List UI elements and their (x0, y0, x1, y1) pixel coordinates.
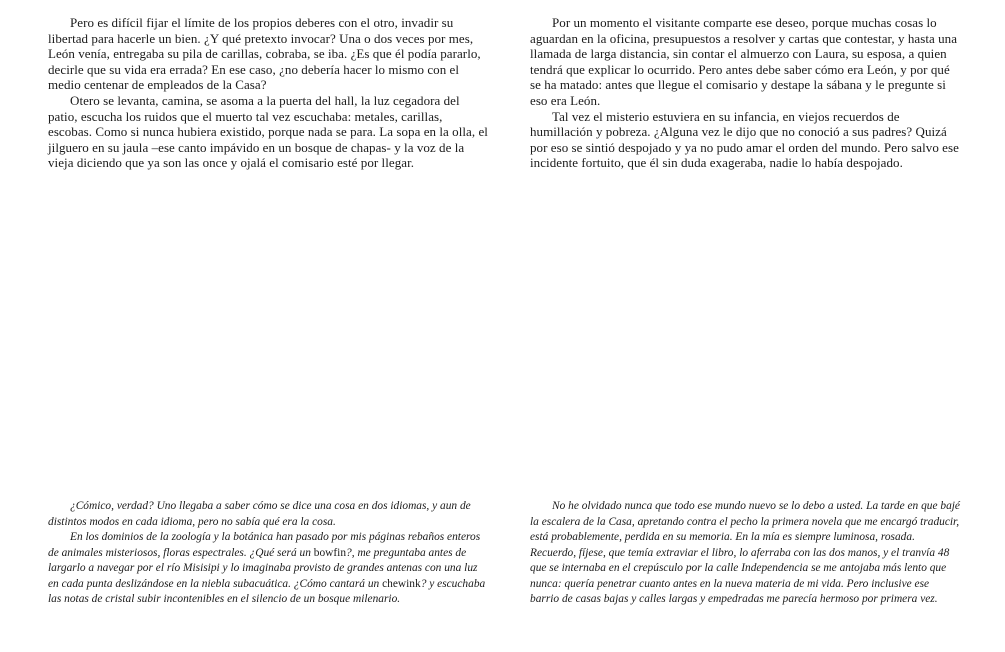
paragraph: Tal vez el misterio estuviera en su infancia, en viejos recuerdos de humillación y pobreza. ¿Alguna vez le dijo que no conoció a sus padres? Quizá por eso se sintió despojado y ya no pudo amar el orden del mundo. Pero salvo ese incidente fortuito, que él sin duda exageraba, nadie lo había despojado. (530, 108, 959, 171)
foreign-term: bowfin (313, 546, 347, 559)
bottom-left-italic-block (48, 499, 488, 608)
text-run: ? y escuchaba las notas de cristal subir incontenibles en el silencio de un bosque milenario. (48, 577, 486, 605)
top-right-text-block (530, 15, 960, 171)
paragraph: Pero es difícil fijar el límite de los propios deberes con el otro, invadir su libertad para hacerle un bien. ¿Y qué pretexto invocar? Una o dos veces por mes, León venía, entregaba su pila de carillas, cobraba, se iba. ¿Es que él podía pararlo, decirle que su vida era errada? En ese caso, ¿no debería hacer lo mismo con el medio centenar de empleados de la Casa? (48, 15, 481, 93)
paragraph: ¿Cómico, verdad? Uno llegaba a saber cómo se dice una cosa en dos idiomas, y aun de distintos modos en cada idioma, pero no sabía qué era la cosa. (48, 500, 471, 528)
paragraph (48, 530, 488, 608)
top-left-text-block (48, 15, 488, 171)
paragraph: No he olvidado nunca que todo ese mundo nuevo se lo debo a usted. La tarde en que bajé la escalera de la Casa, apretando contra el pecho la primera novela que me encargó traducir, está probablemente, perdida en su memoria. En la mía es siempre luminosa, rosada. Recuerdo, fíjese, que temía extraviar el libro, lo aferraba con las dos manos, y el tranvía 48 que se internaba en el crepúsculo por la calle Independencia se me antojaba más lento que nunca: quería penetrar cuanto antes en la nueva materia de mi vida. Pero inclusive ese barrio de casas bajas y calles largas y empedradas me parecía hermoso por primera vez. (530, 500, 960, 605)
text-run: En los dominios de la zoología y la botánica han pasado por mis páginas rebaños enteros de animales misteriosos, floras espectrales. ¿Qué será un (48, 531, 481, 559)
paragraph: Por un momento el visitante comparte ese deseo, porque muchas cosas lo aguardan en la oficina, presupuestos a resolver y cartas que contestar, y hasta una llamada de larga distancia, sin contar el almuerzo con Laura, su esposa, a quien tendrá que explicar lo ocurrido. Pero antes debe saber cómo era León, y por qué se ha matado: antes que llegue el comisario y destape la sábana y le pregunte si eso era León. (530, 15, 958, 108)
text-run: ?, me preguntaba antes de largarlo a navegar por el río Misisipi y lo imaginaba provisto de grandes antenas con una luz en cada punta deslizándose en la niebla subacuática. ¿Cómo cantará un (48, 546, 478, 590)
bottom-right-italic-block (530, 499, 960, 608)
foreign-term: chewink (382, 577, 421, 590)
paragraph: Otero se levanta, camina, se asoma a la puerta del hall, la luz cegadora del patio, escucha los ruidos que el muerto tal vez escuchaba: metales, carillas, escobas. Como si nunca hubiera existido, porque nada se para. La sopa en la olla, el jilguero en su jaula –ese canto impávido en un bosque de chapas- y la voz de la vieja diciendo que ya son las once y ojalá el comisario esté por llegar. (48, 92, 488, 171)
